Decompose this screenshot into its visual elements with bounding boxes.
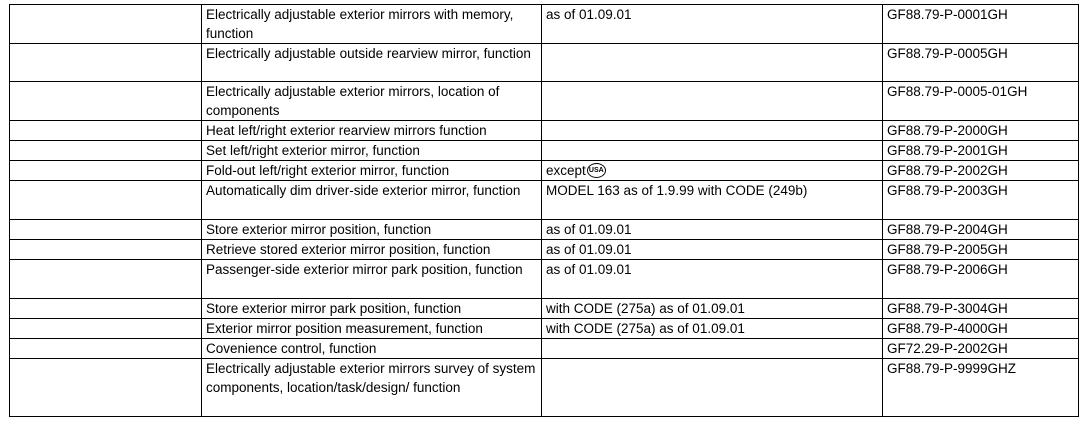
blank-cell (10, 299, 202, 319)
document-code: GF88.79-P-2000GH (883, 121, 1079, 141)
blank-cell (10, 82, 202, 121)
blank-cell (10, 260, 202, 299)
document-code: GF88.79-P-3004GH (883, 299, 1079, 319)
blank-cell (10, 339, 202, 359)
document-title-link[interactable]: Store exterior mirror position, function (202, 220, 542, 240)
document-code: GF88.79-P-0005-01GH (883, 82, 1079, 121)
document-code: GF88.79-P-4000GH (883, 319, 1079, 339)
blank-cell (10, 240, 202, 260)
document-title-link[interactable]: Retrieve stored exterior mirror position, function (202, 240, 542, 260)
validity-condition: with CODE (275a) as of 01.09.01 (542, 319, 883, 339)
table-row (10, 299, 1079, 319)
document-title-link[interactable]: Set left/right exterior mirror, function (202, 141, 542, 161)
document-title-link[interactable]: Exterior mirror position measurement, function (202, 319, 542, 339)
blank-cell (10, 141, 202, 161)
usa-country-badge-icon: USA (587, 163, 606, 178)
table-row (10, 181, 1079, 220)
document-code: GF88.79-P-2003GH (883, 181, 1079, 220)
document-title-link[interactable]: Electrically adjustable exterior mirrors survey of system components, location/task/design/ function (202, 359, 542, 417)
table-row (10, 359, 1079, 417)
validity-condition: as of 01.09.01 (542, 220, 883, 240)
validity-condition: with CODE (275a) as of 01.09.01 (542, 299, 883, 319)
document-title-link[interactable]: Passenger-side exterior mirror park position, function (202, 260, 542, 299)
document-title-link[interactable]: Automatically dim driver-side exterior mirror, function (202, 181, 542, 220)
table-row (10, 82, 1079, 121)
document-code: GF88.79-P-2001GH (883, 141, 1079, 161)
table-row (10, 220, 1079, 240)
document-title-link[interactable]: Fold-out left/right exterior mirror, function (202, 161, 542, 181)
document-code: GF88.79-P-2004GH (883, 220, 1079, 240)
validity-condition (542, 141, 883, 161)
document-code: GF88.79-P-2006GH (883, 260, 1079, 299)
validity-condition (542, 161, 883, 181)
document-title-link[interactable]: Electrically adjustable exterior mirrors with memory, function (202, 5, 542, 44)
blank-cell (10, 121, 202, 141)
blank-cell (10, 161, 202, 181)
document-code: GF88.79-P-2005GH (883, 240, 1079, 260)
table-row (10, 339, 1079, 359)
document-title-link[interactable]: Covenience control, function (202, 339, 542, 359)
blank-cell (10, 44, 202, 82)
table-row (10, 44, 1079, 82)
table-row (10, 5, 1079, 44)
validity-condition (542, 339, 883, 359)
table-row (10, 141, 1079, 161)
validity-condition: as of 01.09.01 (542, 5, 883, 44)
validity-condition (542, 82, 883, 121)
document-title-link[interactable]: Electrically adjustable exterior mirrors, location of components (202, 82, 542, 121)
blank-cell (10, 319, 202, 339)
validity-condition: as of 01.09.01 (542, 260, 883, 299)
document-code: GF88.79-P-2002GH (883, 161, 1079, 181)
validity-condition (542, 359, 883, 417)
document-code: GF88.79-P-9999GHZ (883, 359, 1079, 417)
table-row (10, 319, 1079, 339)
table-row (10, 161, 1079, 181)
validity-condition: as of 01.09.01 (542, 240, 883, 260)
document-code: GF72.29-P-2002GH (883, 339, 1079, 359)
validity-condition (542, 121, 883, 141)
document-code: GF88.79-P-0001GH (883, 5, 1079, 44)
blank-cell (10, 5, 202, 44)
table-row (10, 260, 1079, 299)
document-title-link[interactable]: Store exterior mirror park position, function (202, 299, 542, 319)
validity-condition (542, 44, 883, 82)
document-code: GF88.79-P-0005GH (883, 44, 1079, 82)
validity-condition: MODEL 163 as of 1.9.99 with CODE (249b) (542, 181, 883, 220)
table-row (10, 121, 1079, 141)
blank-cell (10, 220, 202, 240)
validity-condition-text: except (546, 163, 586, 178)
document-title-link[interactable]: Electrically adjustable outside rearview mirror, function (202, 44, 542, 82)
blank-cell (10, 181, 202, 220)
document-table (9, 4, 1079, 417)
document-title-link[interactable]: Heat left/right exterior rearview mirrors function (202, 121, 542, 141)
blank-cell (10, 359, 202, 417)
table-row (10, 240, 1079, 260)
